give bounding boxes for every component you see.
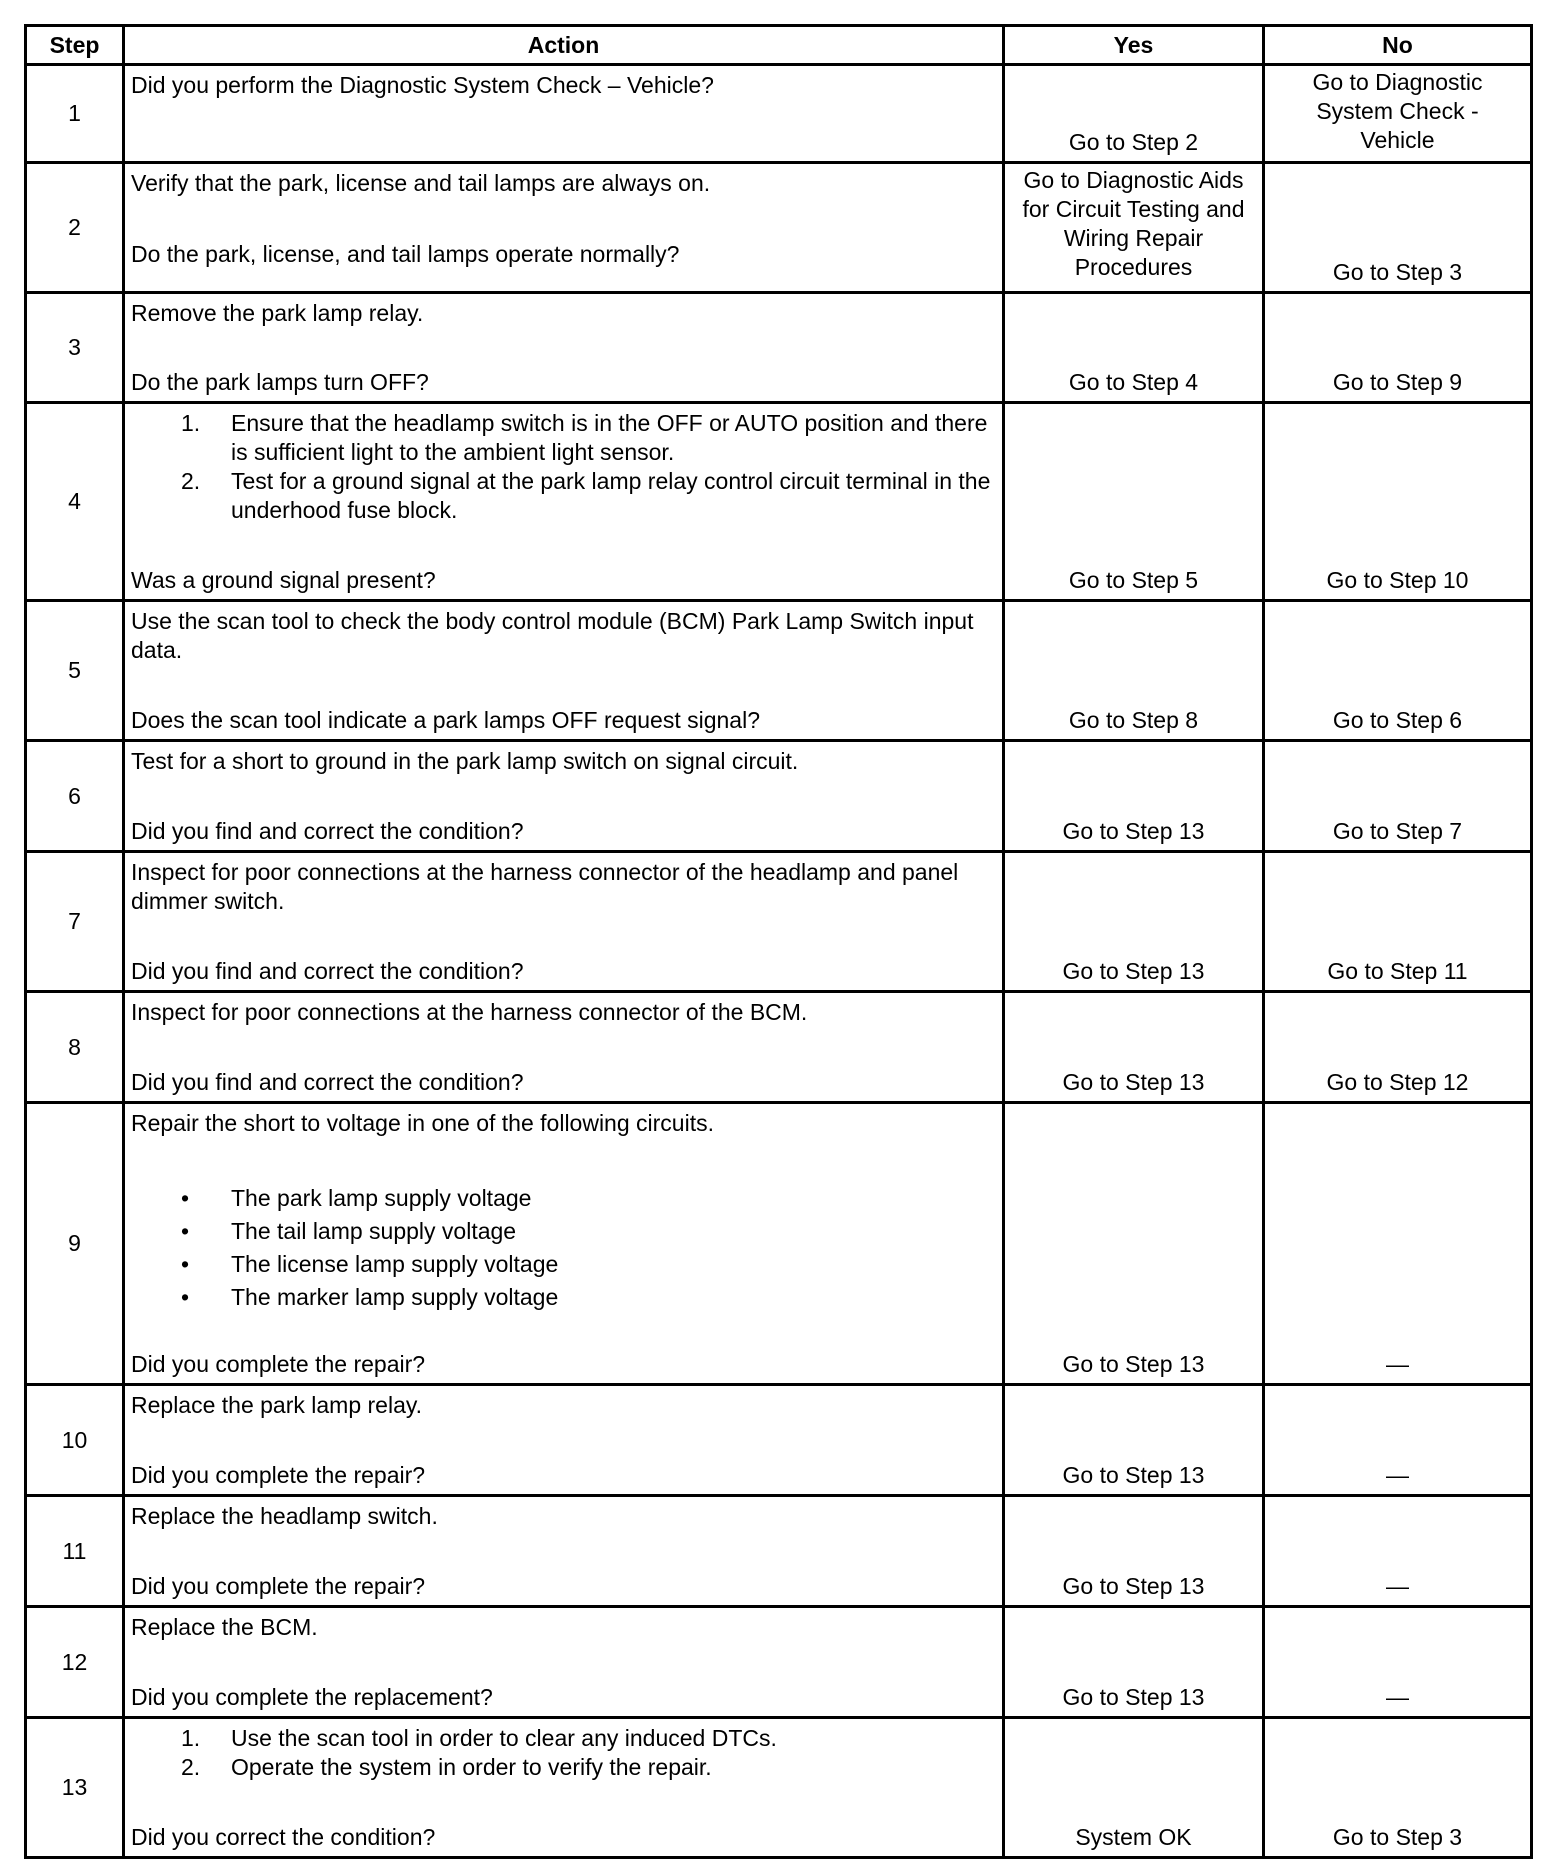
table-row <box>26 1607 1532 1718</box>
action-text: Use the scan tool to check the body control module (BCM) Park Lamp Switch input data. <box>131 608 974 663</box>
action-cell <box>124 1718 1004 1858</box>
table-row <box>26 1718 1532 1858</box>
action-cell <box>124 65 1004 163</box>
table-row <box>26 741 1532 852</box>
yes-cell: Go to Step 13 <box>1004 1385 1264 1496</box>
yes-cell: Go to Step 5 <box>1004 403 1264 601</box>
yes-cell: Go to Step 13 <box>1004 1496 1264 1607</box>
no-cell: Go to Step 7 <box>1264 741 1532 852</box>
circuit-list <box>131 1182 996 1314</box>
action-cell <box>124 852 1004 992</box>
list-item: • The marker lamp supply voltage <box>181 1284 559 1310</box>
action-text: Inspect for poor connections at the harness connector of the BCM. <box>131 999 808 1025</box>
no-cell: — <box>1264 1103 1532 1385</box>
yes-cell: Go to Step 2 <box>1004 65 1264 163</box>
action-text: Replace the BCM. <box>131 1614 318 1640</box>
action-cell <box>124 601 1004 741</box>
action-cell <box>124 992 1004 1103</box>
step-number: 13 <box>26 1718 124 1858</box>
action-text: Replace the headlamp switch. <box>131 1503 438 1529</box>
table-row <box>26 1496 1532 1607</box>
procedure-list <box>131 409 996 525</box>
no-cell: Go to Step 11 <box>1264 852 1532 992</box>
action-cell <box>124 1607 1004 1718</box>
step-number: 12 <box>26 1607 124 1718</box>
action-text: Replace the park lamp relay. <box>131 1392 423 1418</box>
procedure-item: 1. Use the scan tool in order to clear any induced DTCs. <box>181 1725 777 1751</box>
table-row <box>26 852 1532 992</box>
header-action: Action <box>124 26 1004 65</box>
yes-cell: Go to Step 13 <box>1004 1103 1264 1385</box>
action-text: Verify that the park, license and tail lamps are always on. <box>131 170 711 196</box>
table-row <box>26 65 1532 163</box>
action-question: Did you complete the repair? <box>131 1462 426 1488</box>
action-text: Test for a short to ground in the park lamp switch on signal circuit. <box>131 748 799 774</box>
no-cell: Go to Step 3 <box>1264 1718 1532 1858</box>
step-number: 2 <box>26 163 124 293</box>
table-row <box>26 163 1532 293</box>
yes-cell: Go to Step 13 <box>1004 1607 1264 1718</box>
yes-cell: Go to Diagnostic Aids for Circuit Testing and Wiring Repair Procedures <box>1004 163 1264 293</box>
header-no: No <box>1264 26 1532 65</box>
procedure-list <box>131 1724 996 1782</box>
yes-cell: System OK <box>1004 1718 1264 1858</box>
table-row <box>26 992 1532 1103</box>
action-question: Does the scan tool indicate a park lamps OFF request signal? <box>131 707 760 733</box>
action-text: Inspect for poor connections at the harness connector of the headlamp and panel dimmer switch. <box>131 859 959 914</box>
no-cell: — <box>1264 1496 1532 1607</box>
list-item: • The tail lamp supply voltage <box>181 1218 517 1244</box>
step-number: 11 <box>26 1496 124 1607</box>
action-cell <box>124 163 1004 293</box>
action-text: Did you perform the Diagnostic System Check – Vehicle? <box>131 72 714 98</box>
step-number: 6 <box>26 741 124 852</box>
no-cell: Go to Step 6 <box>1264 601 1532 741</box>
step-number: 3 <box>26 293 124 403</box>
step-number: 7 <box>26 852 124 992</box>
no-cell: Go to Diagnostic System Check - Vehicle <box>1264 65 1532 163</box>
header-yes: Yes <box>1004 26 1264 65</box>
action-cell <box>124 403 1004 601</box>
action-question: Did you complete the replacement? <box>131 1684 493 1710</box>
step-number: 1 <box>26 65 124 163</box>
no-cell: Go to Step 9 <box>1264 293 1532 403</box>
no-cell: Go to Step 10 <box>1264 403 1532 601</box>
action-text: Repair the short to voltage in one of the following circuits. <box>131 1110 714 1136</box>
procedure-item: 2. Operate the system in order to verify the repair. <box>181 1754 712 1780</box>
action-question: Was a ground signal present? <box>131 567 436 593</box>
step-number: 4 <box>26 403 124 601</box>
step-number: 10 <box>26 1385 124 1496</box>
yes-cell: Go to Step 13 <box>1004 741 1264 852</box>
action-cell <box>124 741 1004 852</box>
no-cell: — <box>1264 1607 1532 1718</box>
action-question: Do the park lamps turn OFF? <box>131 369 429 395</box>
action-text: Remove the park lamp relay. <box>131 300 424 326</box>
yes-cell: Go to Step 8 <box>1004 601 1264 741</box>
procedure-item: 1. Ensure that the headlamp switch is in the OFF or AUTO position and there is sufficient light to the ambient light sensor. <box>181 410 988 465</box>
header-row <box>26 26 1532 65</box>
no-cell: Go to Step 12 <box>1264 992 1532 1103</box>
yes-cell: Go to Step 4 <box>1004 293 1264 403</box>
action-cell <box>124 1496 1004 1607</box>
header-step: Step <box>26 26 124 65</box>
yes-cell: Go to Step 13 <box>1004 852 1264 992</box>
table-row <box>26 601 1532 741</box>
table-row <box>26 1385 1532 1496</box>
action-question: Did you complete the repair? <box>131 1573 426 1599</box>
step-number: 5 <box>26 601 124 741</box>
action-cell <box>124 1385 1004 1496</box>
table-row <box>26 403 1532 601</box>
diagnostic-table <box>24 24 1533 1859</box>
action-question: Did you correct the condition? <box>131 1824 436 1850</box>
action-question: Did you complete the repair? <box>131 1351 426 1377</box>
step-number: 9 <box>26 1103 124 1385</box>
table-row <box>26 293 1532 403</box>
action-question: Do the park, license, and tail lamps operate normally? <box>131 241 680 267</box>
list-item: • The license lamp supply voltage <box>181 1251 559 1277</box>
no-cell: Go to Step 3 <box>1264 163 1532 293</box>
action-question: Did you find and correct the condition? <box>131 958 524 984</box>
table-row <box>26 1103 1532 1385</box>
action-question: Did you find and correct the condition? <box>131 1069 524 1095</box>
action-cell <box>124 293 1004 403</box>
step-number: 8 <box>26 992 124 1103</box>
yes-cell: Go to Step 13 <box>1004 992 1264 1103</box>
action-question: Did you find and correct the condition? <box>131 818 524 844</box>
procedure-item: 2. Test for a ground signal at the park lamp relay control circuit terminal in the underhood fuse block. <box>181 468 991 523</box>
list-item: • The park lamp supply voltage <box>181 1185 532 1211</box>
action-cell <box>124 1103 1004 1385</box>
no-cell: — <box>1264 1385 1532 1496</box>
